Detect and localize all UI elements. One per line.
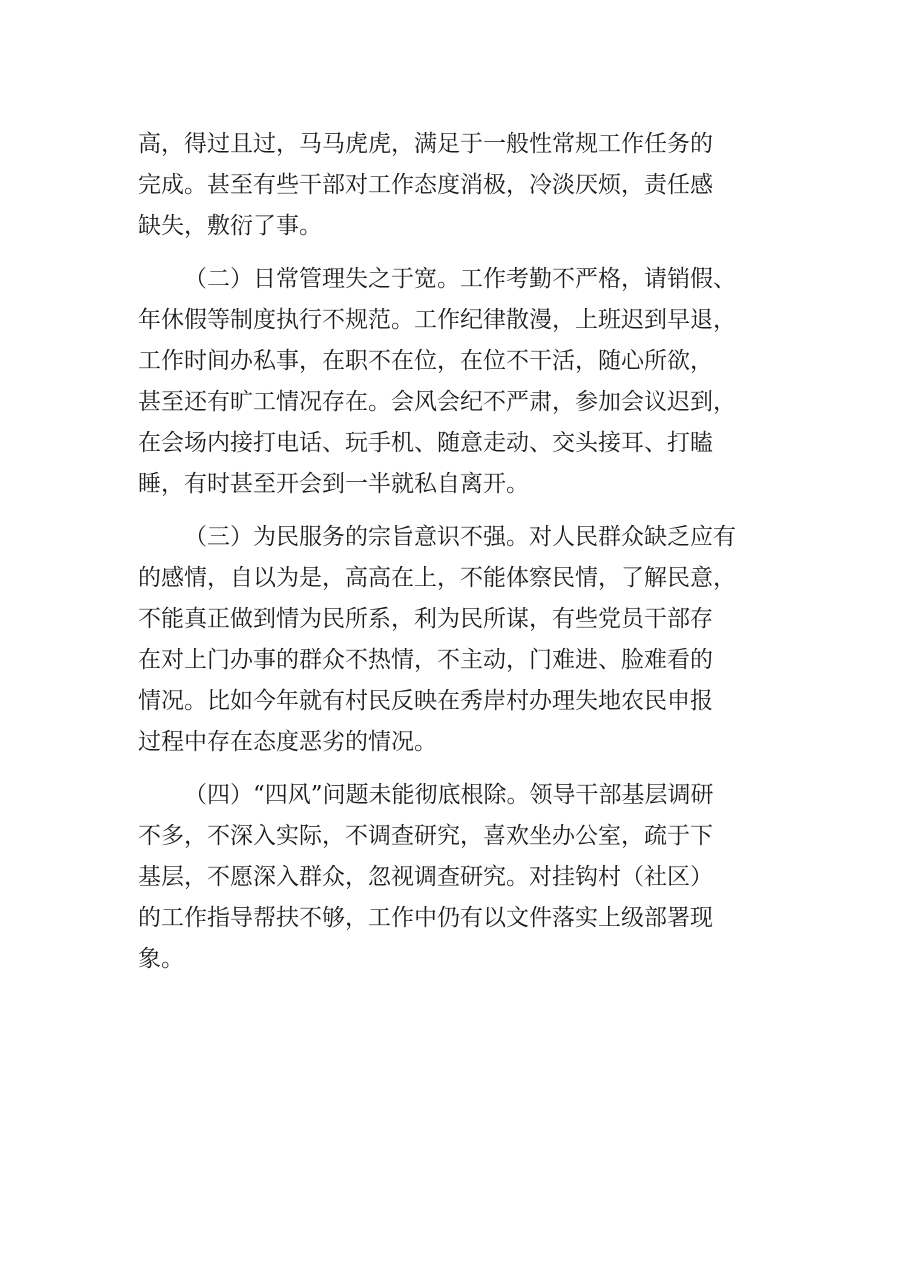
- paragraph-section-3: [138, 517, 778, 763]
- text-line: （三）为民服务的宗旨意识不强。对人民群众缺乏应有: [184, 524, 736, 550]
- text-line: 完成。甚至有些干部对工作态度消极，冷淡厌烦，责任感: [138, 172, 713, 198]
- text-line: 的工作指导帮扶不够，工作中仍有以文件落实上级部署现: [138, 905, 713, 931]
- paragraph-section-4: [138, 775, 778, 980]
- text-line: 象。: [138, 946, 184, 972]
- text-line: 工作时间办私事，在职不在位，在位不干活，随心所欲，: [138, 348, 713, 374]
- paragraph-section-2: [138, 259, 778, 505]
- text-line: （四）“四风”问题未能彻底根除。领导干部基层调研: [184, 782, 714, 808]
- text-line: 睡，有时甚至开会到一半就私自离开。: [138, 471, 529, 497]
- text-line: 在对上门办事的群众不热情，不主动，门难进、脸难看的: [138, 647, 713, 673]
- text-line: 情况。比如今年就有村民反映在秀岸村办理失地农民申报: [138, 688, 713, 714]
- paragraph-continuation: [138, 124, 778, 247]
- text-line: 缺失，敷衍了事。: [138, 213, 322, 239]
- body-text: [138, 124, 778, 992]
- text-line: 在会场内接打电话、玩手机、随意走动、交头接耳、打瞌: [138, 430, 713, 456]
- text-line: 基层，不愿深入群众，忽视调查研究。对挂钩村（社区）: [138, 864, 713, 890]
- text-line: 年休假等制度执行不规范。工作纪律散漫，上班迟到早退，: [138, 307, 736, 333]
- text-line: 不多，不深入实际，不调查研究，喜欢坐办公室，疏于下: [138, 823, 713, 849]
- text-line: 高，得过且过，马马虎虎，满足于一般性常规工作任务的: [138, 131, 713, 157]
- text-line: 的感情，自以为是，高高在上，不能体察民情，了解民意，: [138, 565, 736, 591]
- text-line: （二）日常管理失之于宽。工作考勤不严格，请销假、: [184, 266, 736, 292]
- text-line: 过程中存在态度恶劣的情况。: [138, 729, 437, 755]
- text-line: 不能真正做到情为民所系，利为民所谋，有些党员干部存: [138, 606, 713, 632]
- text-line: 甚至还有旷工情况存在。会风会纪不严肃，参加会议迟到，: [138, 389, 736, 415]
